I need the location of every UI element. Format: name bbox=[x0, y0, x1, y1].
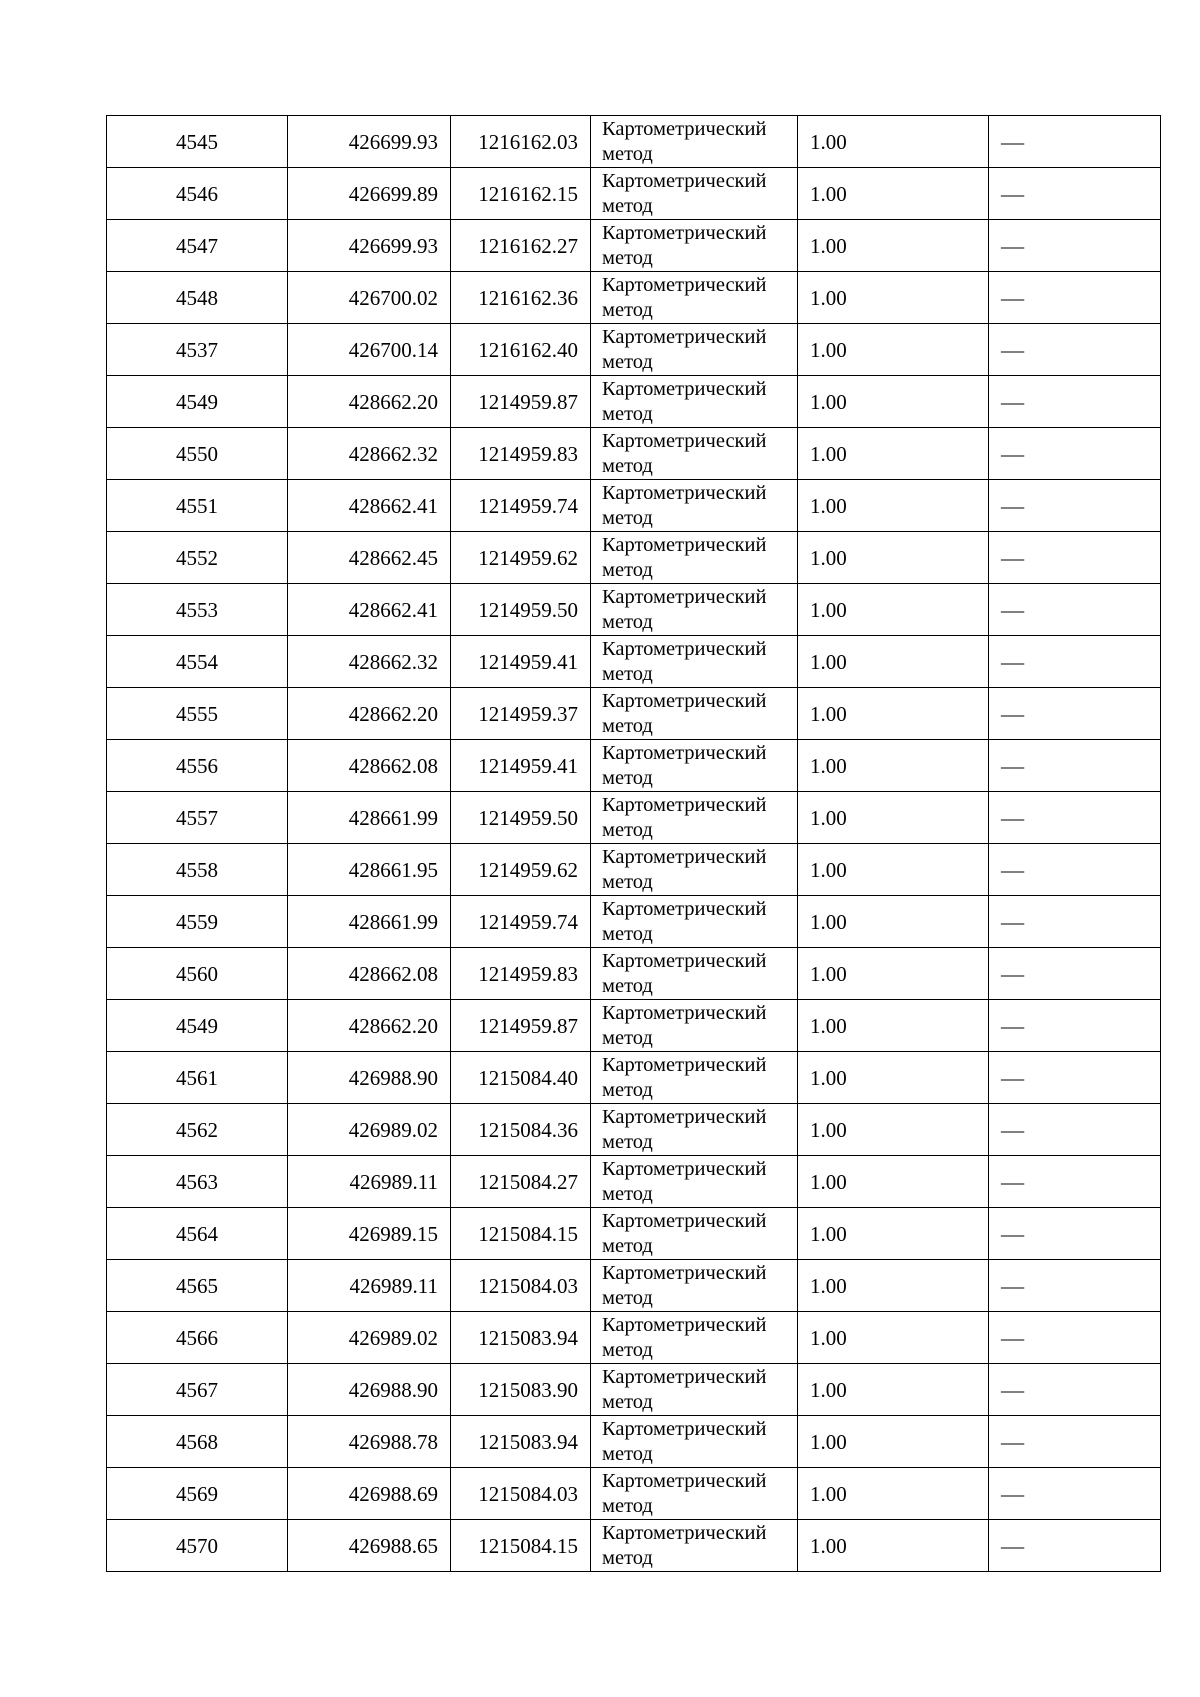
table-row bbox=[107, 272, 1161, 324]
description-cell bbox=[989, 324, 1161, 376]
method-cell: Картометрический метод bbox=[591, 584, 798, 636]
accuracy-cell: 1.00 bbox=[798, 844, 989, 896]
table-row bbox=[107, 324, 1161, 376]
method-cell: Картометрический метод bbox=[591, 428, 798, 480]
table-row bbox=[107, 1468, 1161, 1520]
x-coordinate-cell: 426988.90 bbox=[288, 1364, 451, 1416]
point-number-cell: 4556 bbox=[107, 740, 288, 792]
dash-value: — bbox=[1001, 389, 1025, 414]
method-cell: Картометрический метод bbox=[591, 116, 798, 168]
table-row bbox=[107, 428, 1161, 480]
description-cell bbox=[989, 1156, 1161, 1208]
method-cell: Картометрический метод bbox=[591, 636, 798, 688]
dash-value: — bbox=[1001, 1169, 1025, 1194]
description-cell bbox=[989, 688, 1161, 740]
point-number-cell: 4570 bbox=[107, 1520, 288, 1572]
description-cell bbox=[989, 272, 1161, 324]
accuracy-cell: 1.00 bbox=[798, 220, 989, 272]
dash-value: — bbox=[1001, 1429, 1025, 1454]
table-row bbox=[107, 168, 1161, 220]
description-cell bbox=[989, 636, 1161, 688]
x-coordinate-cell: 428662.08 bbox=[288, 740, 451, 792]
x-coordinate-cell: 426988.65 bbox=[288, 1520, 451, 1572]
x-coordinate-cell: 428661.95 bbox=[288, 844, 451, 896]
method-cell: Картометрический метод bbox=[591, 480, 798, 532]
accuracy-cell: 1.00 bbox=[798, 740, 989, 792]
accuracy-cell: 1.00 bbox=[798, 896, 989, 948]
method-cell: Картометрический метод bbox=[591, 1520, 798, 1572]
accuracy-cell: 1.00 bbox=[798, 1208, 989, 1260]
method-cell: Картометрический метод bbox=[591, 1260, 798, 1312]
accuracy-cell: 1.00 bbox=[798, 636, 989, 688]
point-number-cell: 4550 bbox=[107, 428, 288, 480]
method-cell: Картометрический метод bbox=[591, 1052, 798, 1104]
point-number-cell: 4548 bbox=[107, 272, 288, 324]
description-cell bbox=[989, 948, 1161, 1000]
x-coordinate-cell: 428662.32 bbox=[288, 428, 451, 480]
dash-value: — bbox=[1001, 649, 1025, 674]
x-coordinate-cell: 428661.99 bbox=[288, 896, 451, 948]
description-cell bbox=[989, 844, 1161, 896]
x-coordinate-cell: 426989.11 bbox=[288, 1260, 451, 1312]
accuracy-cell: 1.00 bbox=[798, 792, 989, 844]
method-cell: Картометрический метод bbox=[591, 532, 798, 584]
y-coordinate-cell: 1214959.62 bbox=[451, 844, 591, 896]
y-coordinate-cell: 1215083.90 bbox=[451, 1364, 591, 1416]
x-coordinate-cell: 428661.99 bbox=[288, 792, 451, 844]
point-number-cell: 4566 bbox=[107, 1312, 288, 1364]
point-number-cell: 4537 bbox=[107, 324, 288, 376]
method-cell: Картометрический метод bbox=[591, 1000, 798, 1052]
method-cell: Картометрический метод bbox=[591, 1208, 798, 1260]
dash-value: — bbox=[1001, 181, 1025, 206]
dash-value: — bbox=[1001, 1481, 1025, 1506]
description-cell bbox=[989, 1208, 1161, 1260]
accuracy-cell: 1.00 bbox=[798, 1364, 989, 1416]
point-number-cell: 4558 bbox=[107, 844, 288, 896]
description-cell bbox=[989, 896, 1161, 948]
x-coordinate-cell: 428662.45 bbox=[288, 532, 451, 584]
description-cell bbox=[989, 1520, 1161, 1572]
y-coordinate-cell: 1215084.03 bbox=[451, 1260, 591, 1312]
accuracy-cell: 1.00 bbox=[798, 584, 989, 636]
y-coordinate-cell: 1214959.62 bbox=[451, 532, 591, 584]
method-cell: Картометрический метод bbox=[591, 272, 798, 324]
dash-value: — bbox=[1001, 545, 1025, 570]
table-row bbox=[107, 1156, 1161, 1208]
table-row bbox=[107, 584, 1161, 636]
dash-value: — bbox=[1001, 805, 1025, 830]
method-cell: Картометрический метод bbox=[591, 688, 798, 740]
description-cell bbox=[989, 1312, 1161, 1364]
point-number-cell: 4549 bbox=[107, 376, 288, 428]
accuracy-cell: 1.00 bbox=[798, 1052, 989, 1104]
point-number-cell: 4562 bbox=[107, 1104, 288, 1156]
point-number-cell: 4547 bbox=[107, 220, 288, 272]
point-number-cell: 4559 bbox=[107, 896, 288, 948]
method-cell: Картометрический метод bbox=[591, 1364, 798, 1416]
dash-value: — bbox=[1001, 1221, 1025, 1246]
x-coordinate-cell: 428662.08 bbox=[288, 948, 451, 1000]
x-coordinate-cell: 426988.78 bbox=[288, 1416, 451, 1468]
method-cell: Картометрический метод bbox=[591, 1312, 798, 1364]
method-cell: Картометрический метод bbox=[591, 896, 798, 948]
point-number-cell: 4561 bbox=[107, 1052, 288, 1104]
point-number-cell: 4568 bbox=[107, 1416, 288, 1468]
accuracy-cell: 1.00 bbox=[798, 376, 989, 428]
dash-value: — bbox=[1001, 441, 1025, 466]
method-cell: Картометрический метод bbox=[591, 324, 798, 376]
description-cell bbox=[989, 532, 1161, 584]
dash-value: — bbox=[1001, 1013, 1025, 1038]
table-row bbox=[107, 844, 1161, 896]
dash-value: — bbox=[1001, 961, 1025, 986]
y-coordinate-cell: 1216162.40 bbox=[451, 324, 591, 376]
method-cell: Картометрический метод bbox=[591, 376, 798, 428]
accuracy-cell: 1.00 bbox=[798, 1000, 989, 1052]
accuracy-cell: 1.00 bbox=[798, 272, 989, 324]
y-coordinate-cell: 1214959.87 bbox=[451, 1000, 591, 1052]
table-row bbox=[107, 116, 1161, 168]
accuracy-cell: 1.00 bbox=[798, 1312, 989, 1364]
table-row bbox=[107, 376, 1161, 428]
y-coordinate-cell: 1214959.74 bbox=[451, 896, 591, 948]
x-coordinate-cell: 428662.41 bbox=[288, 480, 451, 532]
point-number-cell: 4563 bbox=[107, 1156, 288, 1208]
dash-value: — bbox=[1001, 1117, 1025, 1142]
accuracy-cell: 1.00 bbox=[798, 948, 989, 1000]
dash-value: — bbox=[1001, 1533, 1025, 1558]
dash-value: — bbox=[1001, 1325, 1025, 1350]
y-coordinate-cell: 1216162.36 bbox=[451, 272, 591, 324]
table-row bbox=[107, 1520, 1161, 1572]
method-cell: Картометрический метод bbox=[591, 220, 798, 272]
y-coordinate-cell: 1214959.50 bbox=[451, 792, 591, 844]
dash-value: — bbox=[1001, 285, 1025, 310]
y-coordinate-cell: 1214959.41 bbox=[451, 636, 591, 688]
dash-value: — bbox=[1001, 701, 1025, 726]
x-coordinate-cell: 426989.11 bbox=[288, 1156, 451, 1208]
dash-value: — bbox=[1001, 129, 1025, 154]
x-coordinate-cell: 426699.93 bbox=[288, 220, 451, 272]
y-coordinate-cell: 1214959.50 bbox=[451, 584, 591, 636]
point-number-cell: 4555 bbox=[107, 688, 288, 740]
method-cell: Картометрический метод bbox=[591, 1416, 798, 1468]
table-row bbox=[107, 1416, 1161, 1468]
method-cell: Картометрический метод bbox=[591, 1468, 798, 1520]
table-row bbox=[107, 792, 1161, 844]
point-number-cell: 4557 bbox=[107, 792, 288, 844]
y-coordinate-cell: 1214959.83 bbox=[451, 948, 591, 1000]
accuracy-cell: 1.00 bbox=[798, 532, 989, 584]
y-coordinate-cell: 1214959.41 bbox=[451, 740, 591, 792]
x-coordinate-cell: 428662.20 bbox=[288, 376, 451, 428]
coordinates-table bbox=[106, 115, 1161, 1572]
accuracy-cell: 1.00 bbox=[798, 168, 989, 220]
accuracy-cell: 1.00 bbox=[798, 480, 989, 532]
x-coordinate-cell: 428662.41 bbox=[288, 584, 451, 636]
method-cell: Картометрический метод bbox=[591, 1156, 798, 1208]
y-coordinate-cell: 1215084.27 bbox=[451, 1156, 591, 1208]
y-coordinate-cell: 1215083.94 bbox=[451, 1416, 591, 1468]
dash-value: — bbox=[1001, 493, 1025, 518]
y-coordinate-cell: 1214959.74 bbox=[451, 480, 591, 532]
dash-value: — bbox=[1001, 1377, 1025, 1402]
x-coordinate-cell: 426700.02 bbox=[288, 272, 451, 324]
y-coordinate-cell: 1214959.83 bbox=[451, 428, 591, 480]
table-row bbox=[107, 220, 1161, 272]
dash-value: — bbox=[1001, 597, 1025, 622]
table-row bbox=[107, 740, 1161, 792]
method-cell: Картометрический метод bbox=[591, 948, 798, 1000]
x-coordinate-cell: 426989.15 bbox=[288, 1208, 451, 1260]
description-cell bbox=[989, 1052, 1161, 1104]
description-cell bbox=[989, 480, 1161, 532]
description-cell bbox=[989, 584, 1161, 636]
description-cell bbox=[989, 1104, 1161, 1156]
description-cell bbox=[989, 116, 1161, 168]
point-number-cell: 4553 bbox=[107, 584, 288, 636]
point-number-cell: 4567 bbox=[107, 1364, 288, 1416]
description-cell bbox=[989, 428, 1161, 480]
accuracy-cell: 1.00 bbox=[798, 1156, 989, 1208]
table-row bbox=[107, 1312, 1161, 1364]
dash-value: — bbox=[1001, 857, 1025, 882]
table-row bbox=[107, 1000, 1161, 1052]
accuracy-cell: 1.00 bbox=[798, 1468, 989, 1520]
description-cell bbox=[989, 740, 1161, 792]
x-coordinate-cell: 426989.02 bbox=[288, 1104, 451, 1156]
dash-value: — bbox=[1001, 1065, 1025, 1090]
description-cell bbox=[989, 1468, 1161, 1520]
dash-value: — bbox=[1001, 909, 1025, 934]
point-number-cell: 4560 bbox=[107, 948, 288, 1000]
dash-value: — bbox=[1001, 1273, 1025, 1298]
table-row bbox=[107, 1104, 1161, 1156]
x-coordinate-cell: 426699.93 bbox=[288, 116, 451, 168]
accuracy-cell: 1.00 bbox=[798, 428, 989, 480]
table-row bbox=[107, 1052, 1161, 1104]
x-coordinate-cell: 428662.32 bbox=[288, 636, 451, 688]
point-number-cell: 4552 bbox=[107, 532, 288, 584]
description-cell bbox=[989, 220, 1161, 272]
table-row bbox=[107, 1364, 1161, 1416]
table-row bbox=[107, 896, 1161, 948]
x-coordinate-cell: 428662.20 bbox=[288, 1000, 451, 1052]
y-coordinate-cell: 1215083.94 bbox=[451, 1312, 591, 1364]
description-cell bbox=[989, 1416, 1161, 1468]
point-number-cell: 4549 bbox=[107, 1000, 288, 1052]
table-row bbox=[107, 1208, 1161, 1260]
description-cell bbox=[989, 1000, 1161, 1052]
dash-value: — bbox=[1001, 233, 1025, 258]
x-coordinate-cell: 428662.20 bbox=[288, 688, 451, 740]
accuracy-cell: 1.00 bbox=[798, 1260, 989, 1312]
y-coordinate-cell: 1215084.15 bbox=[451, 1520, 591, 1572]
description-cell bbox=[989, 1364, 1161, 1416]
description-cell bbox=[989, 376, 1161, 428]
accuracy-cell: 1.00 bbox=[798, 1416, 989, 1468]
point-number-cell: 4564 bbox=[107, 1208, 288, 1260]
table-body bbox=[107, 116, 1161, 1572]
dash-value: — bbox=[1001, 753, 1025, 778]
y-coordinate-cell: 1215084.40 bbox=[451, 1052, 591, 1104]
method-cell: Картометрический метод bbox=[591, 792, 798, 844]
method-cell: Картометрический метод bbox=[591, 740, 798, 792]
y-coordinate-cell: 1216162.15 bbox=[451, 168, 591, 220]
point-number-cell: 4546 bbox=[107, 168, 288, 220]
x-coordinate-cell: 426699.89 bbox=[288, 168, 451, 220]
table-row bbox=[107, 532, 1161, 584]
accuracy-cell: 1.00 bbox=[798, 688, 989, 740]
y-coordinate-cell: 1214959.87 bbox=[451, 376, 591, 428]
y-coordinate-cell: 1214959.37 bbox=[451, 688, 591, 740]
x-coordinate-cell: 426988.69 bbox=[288, 1468, 451, 1520]
x-coordinate-cell: 426700.14 bbox=[288, 324, 451, 376]
x-coordinate-cell: 426989.02 bbox=[288, 1312, 451, 1364]
table-row bbox=[107, 948, 1161, 1000]
accuracy-cell: 1.00 bbox=[798, 1104, 989, 1156]
table-row bbox=[107, 1260, 1161, 1312]
y-coordinate-cell: 1216162.03 bbox=[451, 116, 591, 168]
y-coordinate-cell: 1215084.36 bbox=[451, 1104, 591, 1156]
y-coordinate-cell: 1216162.27 bbox=[451, 220, 591, 272]
accuracy-cell: 1.00 bbox=[798, 116, 989, 168]
table-row bbox=[107, 636, 1161, 688]
method-cell: Картометрический метод bbox=[591, 844, 798, 896]
point-number-cell: 4554 bbox=[107, 636, 288, 688]
y-coordinate-cell: 1215084.03 bbox=[451, 1468, 591, 1520]
method-cell: Картометрический метод bbox=[591, 1104, 798, 1156]
method-cell: Картометрический метод bbox=[591, 168, 798, 220]
description-cell bbox=[989, 168, 1161, 220]
accuracy-cell: 1.00 bbox=[798, 324, 989, 376]
y-coordinate-cell: 1215084.15 bbox=[451, 1208, 591, 1260]
accuracy-cell: 1.00 bbox=[798, 1520, 989, 1572]
description-cell bbox=[989, 792, 1161, 844]
table-row bbox=[107, 480, 1161, 532]
point-number-cell: 4551 bbox=[107, 480, 288, 532]
point-number-cell: 4545 bbox=[107, 116, 288, 168]
description-cell bbox=[989, 1260, 1161, 1312]
x-coordinate-cell: 426988.90 bbox=[288, 1052, 451, 1104]
point-number-cell: 4569 bbox=[107, 1468, 288, 1520]
point-number-cell: 4565 bbox=[107, 1260, 288, 1312]
table-row bbox=[107, 688, 1161, 740]
dash-value: — bbox=[1001, 337, 1025, 362]
